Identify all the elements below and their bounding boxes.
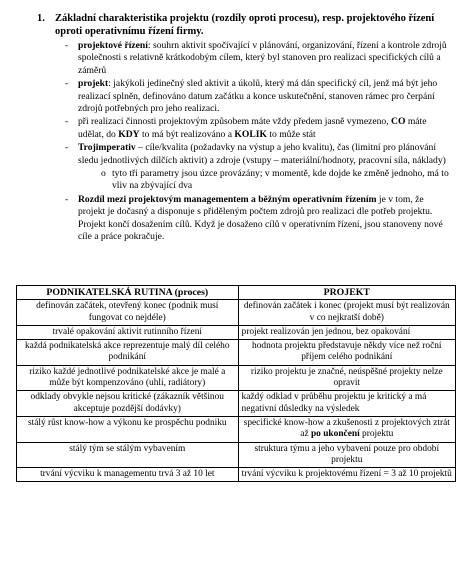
table-cell: trvání výcviku k managementu trvá 3 až 10 let (17, 468, 239, 482)
table-cell: každý odklad v průběhu projektu je kritický a má negativní důsledky na výsledek (238, 391, 455, 417)
list-item-trojimperativ: - Trojimperativ – cíle/kvalita (požadavky na výstup a jeho kvalitu), čas (limitní pro plánování sledu jednotlivých dílčích aktivit) a zdroje (vstupy – materiální/hodnoty, pracovní síla, náklady) (65, 142, 446, 166)
table-cell: riziko každé jednotlivé podnikatelské akce je malé a může být kompenzováno (uhlí, radiátory) (17, 365, 239, 391)
table-cell: definován začátek, otevřený konec (podnik musí fungovat co nejdéle) (17, 300, 239, 326)
table-cell: projekt realizován jen jednou, bez opakování (238, 325, 455, 339)
list-item-projektove-rizeni: - projektové řízení: souhrn aktivit spočívající v plánování, organizování, řízení a kontrole zdrojů společnosti s relativně krátkodobým cílem, který byl stanoven pro realizaci specifických cílů a záměrů (65, 40, 447, 76)
table-cell: stálý růst know-how a výkonu ke prospěchu podniku (17, 416, 239, 442)
definition: je v tom, že projekt je dočasný a disponuje s přiděleným počtem zdrojů pro realizaci dle potřeb projektu. Projekt končí dosažením cílů. Když je dosaženo cílů v operativním řízení, jsou stanoveny nové cíle a práce pokračuje. (78, 193, 443, 243)
table-row (17, 468, 456, 482)
term: projektové řízení (78, 40, 148, 51)
list-item-co-kdy-kolik: - při realizaci činnosti projektovým způsobem máte vždy předem jasně vymezeno, CO máte udělat, do KDY to má být realizováno a KOLIK to může stát (65, 116, 427, 140)
cell-text: specifické know-how a zkušenosti z projektových ztrát až (243, 417, 450, 440)
table-cell: každá podnikatelská akce reprezentuje malý díl celého podnikání (17, 340, 239, 366)
column-header: PODNIKATELSKÁ RUTINA (proces) (17, 286, 239, 300)
term: Trojimperativ (78, 142, 136, 154)
table-cell: odklady obvykle nejsou kritické (zákazník většinou akceptuje pozdější dodávky) (17, 391, 239, 417)
sub-list-item: o tyto tři parametry jsou úzce provázány; v momentě, kde dojde ke změně jednoho, má to vliv na zbývající dva (101, 168, 449, 192)
table-row (17, 442, 456, 468)
sub-text: tyto tři parametry jsou úzce provázány; v momentě, kde dojde ke změně jednoho, má to vliv na zbývající dva (112, 168, 449, 192)
table-cell: riziko projektu je značné, neúspěšné projekty nelze opravit (238, 365, 455, 391)
table-cell: stálý tým se stálým vybavením (17, 442, 239, 468)
table-cell: definován začátek i konec (projekt musí být realizován v co nejkratší době) (238, 300, 455, 326)
table-cell: trvalé opakování aktivit rutinního řízení (17, 325, 239, 339)
table-row (17, 391, 456, 417)
column-header: PROJEKT (238, 286, 455, 300)
table-cell: struktura týmu a jeho vybavení pouze pro období projektu (238, 442, 455, 468)
definition: : jakýkoli jedinečný sled aktivit a úkolů, který má dán specifický cíl, jenž má být jeho realizací splněn, definováno datum začátku a konce uskutečnění, stanoven rámec pro čerpání zdrojů potřebných pro jeho realizaci. (78, 78, 438, 115)
text: máte udělat, do (78, 116, 427, 140)
text: při realizaci činnosti projektovým způsobem máte vždy předem jasně vymezeno, (78, 116, 392, 128)
cell-text: projektu (359, 429, 394, 440)
term: projekt (78, 78, 109, 90)
heading-number: 1. (37, 13, 45, 24)
text: to může stát (266, 128, 316, 140)
section-heading (37, 12, 457, 38)
keyword-kolik: KOLIK (234, 128, 267, 140)
table-row (17, 365, 456, 391)
definition: – cíle/kvalita (požadavky na výstup a jeho kvalitu), čas (limitní pro plánování sledu jednotlivých dílčích aktivit) a zdroje (vstupy – materiální/hodnoty, pracovní síla, náklady) (78, 142, 446, 166)
text: to má být realizováno a (139, 128, 235, 140)
table-cell: trvání výcviku k projektovému řízení = 3 až 10 projektů (238, 468, 455, 482)
definition-list (0, 40, 471, 245)
table-row (17, 300, 456, 326)
table-row (17, 325, 456, 339)
table-header-row (17, 286, 456, 300)
table-row (17, 340, 456, 366)
table-cell: hodnota projektu představuje někdy více než roční příjem celého podnikání (238, 340, 455, 366)
comparison-table (16, 285, 456, 482)
keyword-kdy: KDY (118, 128, 140, 140)
heading-text: Základní charakteristika projektu (rozdíly oproti procesu), resp. projektového řízení oproti operativnímu řízení firmy. (55, 13, 435, 37)
list-item-projekt: - projekt: jakýkoli jedinečný sled aktivit a úkolů, který má dán specifický cíl, jenž má být jeho realizací splněn, definováno datum začátku a konce uskutečnění, stanoven rámec pro čerpání zdrojů potřebných pro jeho realizaci. (65, 78, 438, 115)
definition: : souhrn aktivit spočívající v plánování, organizování, řízení a kontrole zdrojů společnosti s relativně krátkodobým cílem, který byl stanoven pro realizaci specifických cílů a záměrů (78, 40, 447, 76)
table-cell (238, 416, 455, 442)
keyword-co: CO (391, 116, 406, 128)
cell-text-bold: po ukončení (310, 429, 360, 440)
list-item-rozdil: - Rozdíl mezi projektovým managementem a běžným operativním řízením je v tom, že projekt je dočasný a disponuje s přiděleným počtem zdrojů pro realizaci dle potřeb projektu. Projekt končí dosažením cílů. Když je dosaženo cílů v operativním řízení, jsou stanoveny nové cíle a práce pokračuje. (65, 193, 443, 243)
term: Rozdíl mezi projektovým managementem a běžným operativním řízením (78, 193, 377, 205)
table-row (17, 416, 456, 442)
